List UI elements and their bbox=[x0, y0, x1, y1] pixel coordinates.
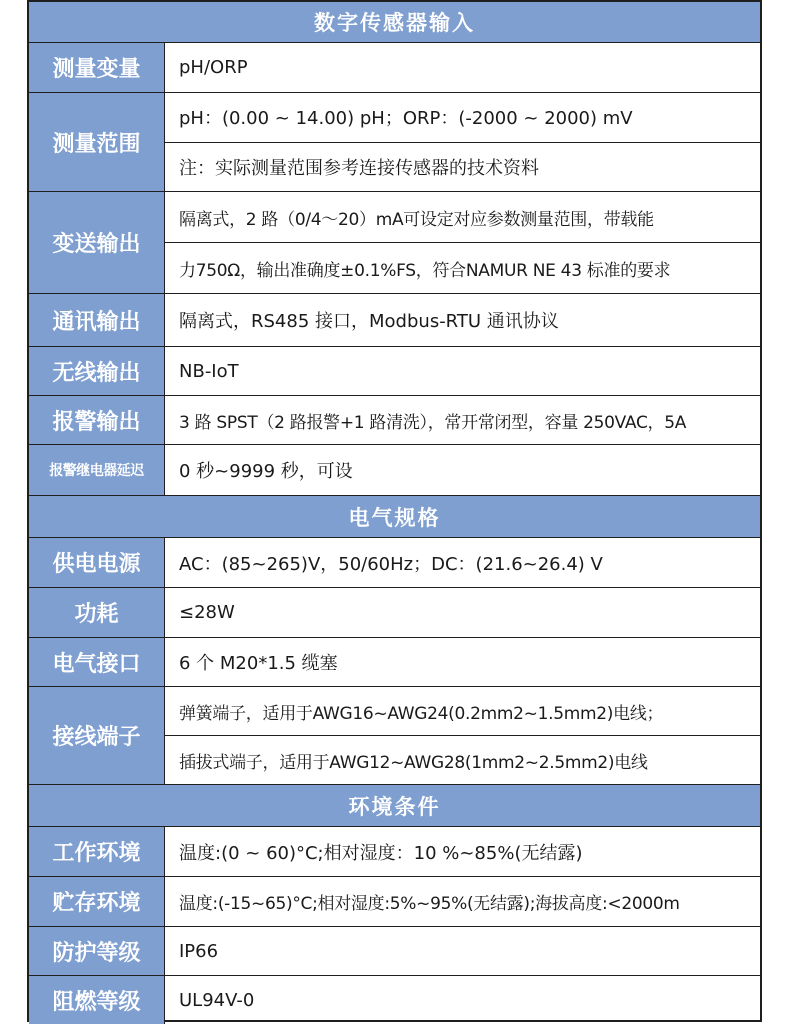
row-value: UL94V-0 bbox=[179, 989, 255, 1011]
row-flame-retardant-grade bbox=[29, 976, 760, 1024]
row-power-supply bbox=[29, 538, 760, 588]
spec-table bbox=[27, 0, 762, 1022]
row-alarm-relay-delay bbox=[29, 445, 760, 496]
row-value: 弹簧端子，适用于AWG16~AWG24(0.2mm2~1.5mm2)电线； bbox=[179, 703, 664, 724]
row-label: 报警继电器延迟 bbox=[29, 445, 165, 495]
row-label: 变送输出 bbox=[29, 192, 165, 293]
row-wireless-output bbox=[29, 347, 760, 396]
row-comm-output bbox=[29, 294, 760, 347]
row-storage-environment bbox=[29, 877, 760, 927]
row-value: 3 路 SPST（2 路报警+1 路清洗），常开常闭型，容量 250VAC，5A bbox=[179, 412, 687, 433]
row-label: 功耗 bbox=[29, 588, 165, 637]
row-protection-grade bbox=[29, 927, 760, 976]
row-label: 测量变量 bbox=[29, 43, 165, 92]
row-label: 无线输出 bbox=[29, 347, 165, 395]
row-value: 插拔式端子，适用于AWG12~AWG28(1mm2~2.5mm2)电线 bbox=[165, 735, 760, 784]
row-value: 6 个 M20*1.5 缆塞 bbox=[179, 653, 338, 674]
row-value: NB-IoT bbox=[179, 360, 239, 382]
section-header-digital-input: 数字传感器输入 bbox=[29, 2, 760, 43]
row-value: 温度:(0 ~ 60)°C;相对湿度：10 %~85%(无结露) bbox=[179, 842, 583, 864]
row-value: AC：(85~265)V，50/60Hz；DC：(21.6~26.4) V bbox=[179, 553, 603, 575]
row-value-note: 注：实际测量范围参考连接传感器的技术资料 bbox=[165, 142, 760, 192]
row-label: 测量范围 bbox=[29, 93, 165, 191]
row-label: 工作环境 bbox=[29, 827, 165, 876]
row-working-environment bbox=[29, 827, 760, 877]
row-measure-range bbox=[29, 93, 760, 192]
row-value: pH：(0.00 ~ 14.00) pH；ORP：(-2000 ~ 2000) mV bbox=[179, 108, 633, 130]
row-label: 通讯输出 bbox=[29, 294, 165, 346]
row-measure-variable bbox=[29, 43, 760, 93]
row-wiring-terminal bbox=[29, 687, 760, 785]
row-value: 隔离式，2 路（0/4～20）mA可设定对应参数测量范围，带载能 bbox=[179, 209, 654, 230]
row-value: ≤28W bbox=[179, 602, 235, 623]
row-label: 接线端子 bbox=[29, 687, 165, 784]
row-electrical-interface bbox=[29, 638, 760, 687]
row-label: 供电电源 bbox=[29, 538, 165, 587]
row-label: 防护等级 bbox=[29, 927, 165, 975]
section-header-environment: 环境条件 bbox=[29, 785, 760, 827]
row-value: 隔离式，RS485 接口，Modbus-RTU 通讯协议 bbox=[179, 311, 559, 332]
row-value: 力750Ω，输出准确度±0.1%FS，符合NAMUR NE 43 标准的要求 bbox=[165, 242, 760, 293]
row-label: 贮存环境 bbox=[29, 877, 165, 926]
row-value: 温度:(-15~65)°C;相对湿度:5%~95%(无结露);海拔高度:<2000m bbox=[179, 894, 680, 914]
row-transmit-output bbox=[29, 192, 760, 294]
row-alarm-output bbox=[29, 396, 760, 445]
row-label: 报警输出 bbox=[29, 396, 165, 444]
section-header-electrical: 电气规格 bbox=[29, 496, 760, 538]
row-label: 阻燃等级 bbox=[29, 976, 165, 1024]
row-value: pH/ORP bbox=[179, 57, 248, 78]
row-power-consumption bbox=[29, 588, 760, 638]
row-value: IP66 bbox=[179, 940, 219, 962]
row-label: 电气接口 bbox=[29, 638, 165, 686]
row-value: 0 秒~9999 秒，可设 bbox=[179, 461, 353, 482]
